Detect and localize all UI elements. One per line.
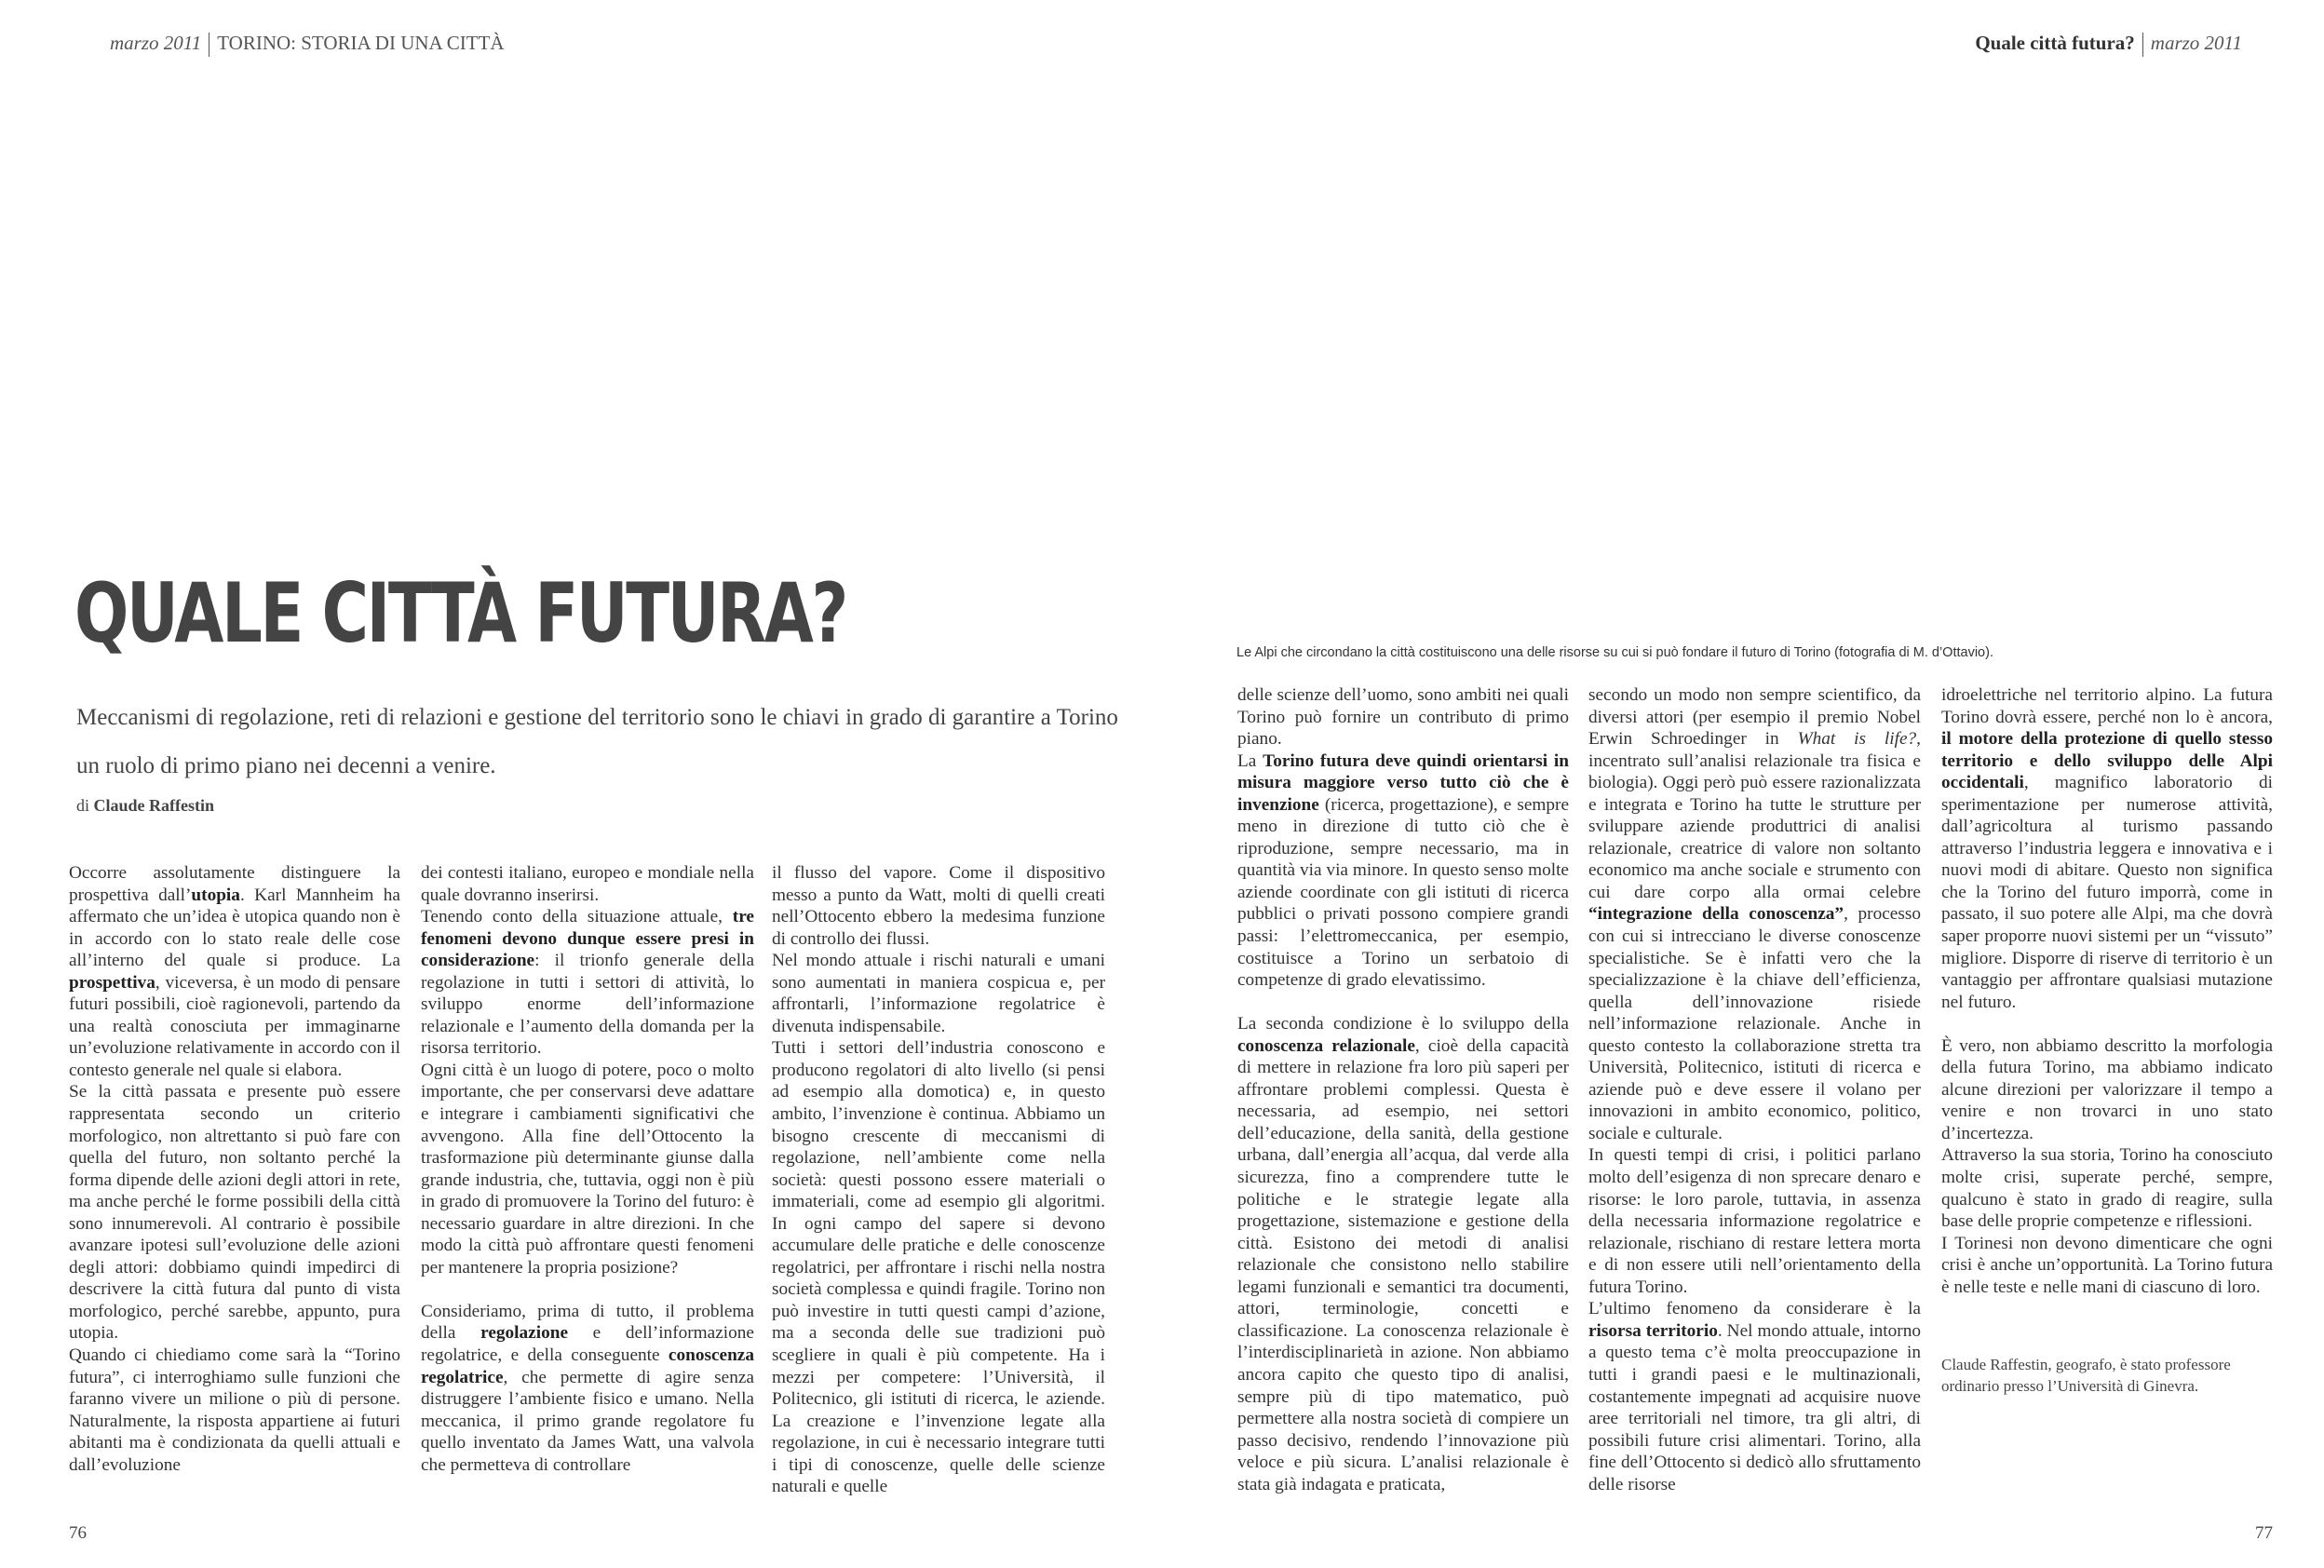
text-column-2: dei contesti italiano, europeo e mondiale nella quale dovranno inserirsi. Tenendo conto della situazione attuale, tre fenomeni devono dunque essere presi in considerazione: il trionfo generale della regolazione in tutti i settori di attività, lo sviluppo enorme dell’informazione relazionale e l’aumento della domanda per la risorsa territorio. Ogni città è un luogo di potere, poco o molto importante, che per conservarsi deve adattare e integrare i cambiamenti significativi che avvengono. Alla fine dell’Ottocento la trasformazione più determinante giunse dalla grande industria, che, tuttavia, oggi non è più in grado di promuovere la Torino del futuro: è necessario guardare in altre direzioni. In che modo la città può affrontare questi fenomeni per mantenere la propria posizione? Consideriamo, prima di tutto, il problema della regolazione e dell’informazione regolatrice, e della conseguente conoscenza regolatrice, che permette di agire senza distruggere l’ambiente fisico e umano. Nella meccanica, il primo grande regolatore fu quello inventato da James Watt, una valvola che permetteva di controllare [421,863,754,1475]
article-lead: Meccanismi di regolazione, reti di relazioni e gestione del territorio sono le chiavi in grado di garantire a Torino un ruolo di primo piano nei decenni a venire. [76,705,1118,778]
header-divider [2142,33,2143,57]
byline-author: Claude Raffestin [93,796,215,815]
text-column-5: secondo un modo non sempre scientifico, da diversi attori (per esempio il premio Nobel Erwin Schroedinger in What is life?, incentrato sull’analisi relazionale tra fisica e biologia). Oggi però può essere razionalizzata e integrata e Torino ha tutte le strutture per sviluppare aziende produttrici di analisi relazionale, creatrice di valore non soltanto economico ma anche sociale e strumento con cui dare corpo alla ormai celebre “integrazione della conoscenza”, processo con cui si intrecciano le diverse conoscenze specialistiche. Se è infatti vero che la specializzazione è la chiave dell’efficienza, quella dell’innovazione risiede nell’informazione relazionale. Anche in questo contesto la collaborazione stretta tra Università, Politecnico, istituti di ricerca e aziende può e deve essere il volano per innovazioni in ambito economico, politico, sociale e culturale. In questi tempi di crisi, i politici parlano molto dell’esigenza di non sprecare denaro e risorse: le loro parole, tuttavia, in assenza della necessaria informazione regolatrice e relazionale, rischiano di restare lettera morta e di non essere utili nell’orientamento della futura Torino. L’ultimo fenomeno da considerare è la risorsa territorio. Nel mondo attuale, intorno a questo tema c’è molta preoccupazione in tutti i grandi paesi e le multinazionali, costantemente impegnati ad acquisire nuove aree territoriali nel timore, tra gli altri, di possibili future crisi alimentari. Torino, alla fine dell’Ottocento si dedicò allo sfruttamento delle risorse [1588,685,1921,1494]
byline-prefix: di [76,796,90,815]
text-column-1: Occorre assolutamente distinguere la prospettiva dall’utopia. Karl Mannheim ha affermato che un’idea è utopica quando non è in accordo con lo stato reale delle cose all’interno del quale si produce. La prospettiva, viceversa, è un modo di pensare futuri possibili, cioè ragionevoli, partendo da una realtà conosciuta per immaginarne un’evoluzione relativamente in accordo con il contesto generale nel quale si elabora. Se la città passata e presente può essere rappresentata secondo un criterio morfologico, non altrettanto si può fare con quella del futuro, non soltanto perché la forma dipende delle azioni degli attori in rete, ma anche perché le forme possibili della città sono innumerevoli. Al contrario è possibile avanzare ipotesi sull’evoluzione delle azioni degli attori: dobbiamo quindi impedirci di descrivere la città futura dal punto di vista morfologico, perché sarebbe, appunto, pura utopia. Quando ci chiediamo come sarà la “Torino futura”, ci interroghiamo sulle funzioni che faranno vivere un milione o più di persone. Naturalmente, la risposta appartiene ai futuri abitanti ma è condizionata da quelli attuali e dall’evoluzione [69,863,400,1475]
byline [76,796,214,816]
header-section: TORINO: STORIA DI UNA CITTÀ [217,32,505,54]
author-note: Claude Raffestin, geografo, è stato professore ordinario presso l’Università di Ginevra. [1941,1356,2231,1396]
text-column-4: delle scienze dell’uomo, sono ambiti nei quali Torino può fornire un contributo di primo piano. La Torino futura deve quindi orientarsi in misura maggiore verso tutto ciò che è invenzione (ricerca, progettazione), e sempre meno in direzione di tutto ciò che è riproduzione, sempre necessario, ma in quantità via via minore. In questo senso molte aziende coordinate con gli istituti di ricerca pubblici o privati possono compiere grandi passi: l’elettromeccanica, per esempio, costituisce a Torino un serbatoio di competenze di grado elevatissimo. La seconda condizione è lo sviluppo della conoscenza relazionale, cioè della capacità di mettere in relazione fra loro più saperi per affrontare problemi complessi. Questa è necessaria, ad esempio, nei settori dell’educazione, della sanità, della gestione urbana, dall’energia all’acqua, dal verde alla sicurezza, fino a comprendere tutte le politiche e le strategie legate alla progettazione, sistemazione e gestione della città. Esistono dei metodi di analisi relazionale che consistono nello stabilire legami funzionali e semantici tra documenti, attori, terminologie, concetti e classificazione. La conoscenza relazionale è l’interdisciplinarietà in azione. Non abbiamo ancora capito che questo tipo di analisi, sempre più di tipo matematico, può permettere alla nostra società di compiere un passo decisivo, rendendo l’innovazione più veloce e più sicura. L’analisi relazionale è stata già indagata e praticata, [1237,685,1569,1494]
page-number-right: 77 [2255,1523,2273,1543]
header-date: marzo 2011 [110,32,202,54]
header-date: marzo 2011 [2150,32,2242,54]
header-article-title: Quale città futura? [1975,32,2135,54]
running-header-left [110,32,505,57]
text-column-6: idroelettriche nel territorio alpino. La futura Torino dovrà essere, perché non lo è ancora, il motore della protezione di quello stesso territorio e dello sviluppo delle Alpi occidentali, magnifico laboratorio di sperimentazione per numerose attività, dall’agricoltura al turismo passando attraverso l’industria leggera e innovativa e i nuovi modi di abitare. Questo non significa che la Torino del futuro imporrà, come in passato, il suo potere alle Alpi, ma che dovrà saper proporre nuovi sistemi per un “vissuto” migliore. Disporre di riserve di territorio è un vantaggio per affrontare qualsiasi mutazione nel futuro. È vero, non abbiamo descritto la morfologia della futura Torino, ma abbiamo indicato alcune direzioni per valorizzare il tempo a venire e non trovarci in uno stato d’incertezza. Attraverso la sua storia, Torino ha conosciuto molte crisi, superate perché, sempre, qualcuno è stato in grado di reagire, sulla base delle proprie competenze e riflessioni. I Torinesi non devono dimenticare che ogni crisi è anche un’opportunità. La Torino futura è nelle teste e nelle mani di ciascuno di loro. Claude Raffestin, geografo, è stato professore ordinario presso l’Università di Ginevra. [1941,685,2273,1396]
text-column-3: il flusso del vapore. Come il dispositivo messo a punto da Watt, molti di quelli creati nell’Ottocento ebbero la medesima funzione di controllo dei flussi. Nel mondo attuale i rischi naturali e umani sono aumentati in maniera cospicua e, per affrontarli, l’informazione regolatrice è divenuta indispensabile. Tutti i settori dell’industria conoscono e producono regolatori di alto livello (si pensi ad esempio alla domotica) e, in questo ambito, l’invenzione è continua. Abbiamo un bisogno crescente di meccanismi di regolazione, nell’ambiente come nella società: questi possono essere materiali o immateriali, come ad esempio gli algoritmi. In ogni campo del sapere si devono accumulare delle pratiche e delle conoscenze regolatrici, per affrontare i rischi nella nostra società complessa e quindi fragile. Torino non può investire in tutti questi campi d’azione, ma a seconda delle sue tradizioni può scegliere in quali è più competente. Ha i mezzi per competere: l’Università, il Politecnico, gli istituti di ricerca, le aziende. La creazione e l’invenzione legate alla regolazione, in cui è necessario integrare tutti i tipi di conoscenze, quelle delle scienze naturali e quelle [772,863,1105,1497]
page-number-left: 76 [69,1523,87,1543]
article-title: QUALE CITTÀ FUTURA? [74,565,846,661]
photo-caption: Le Alpi che circondano la città costituiscono una delle risorse su cui si può fondare il futuro di Torino (fotografia di M. d’Ottavio). [1236,645,1993,660]
running-header-right [1975,32,2242,57]
